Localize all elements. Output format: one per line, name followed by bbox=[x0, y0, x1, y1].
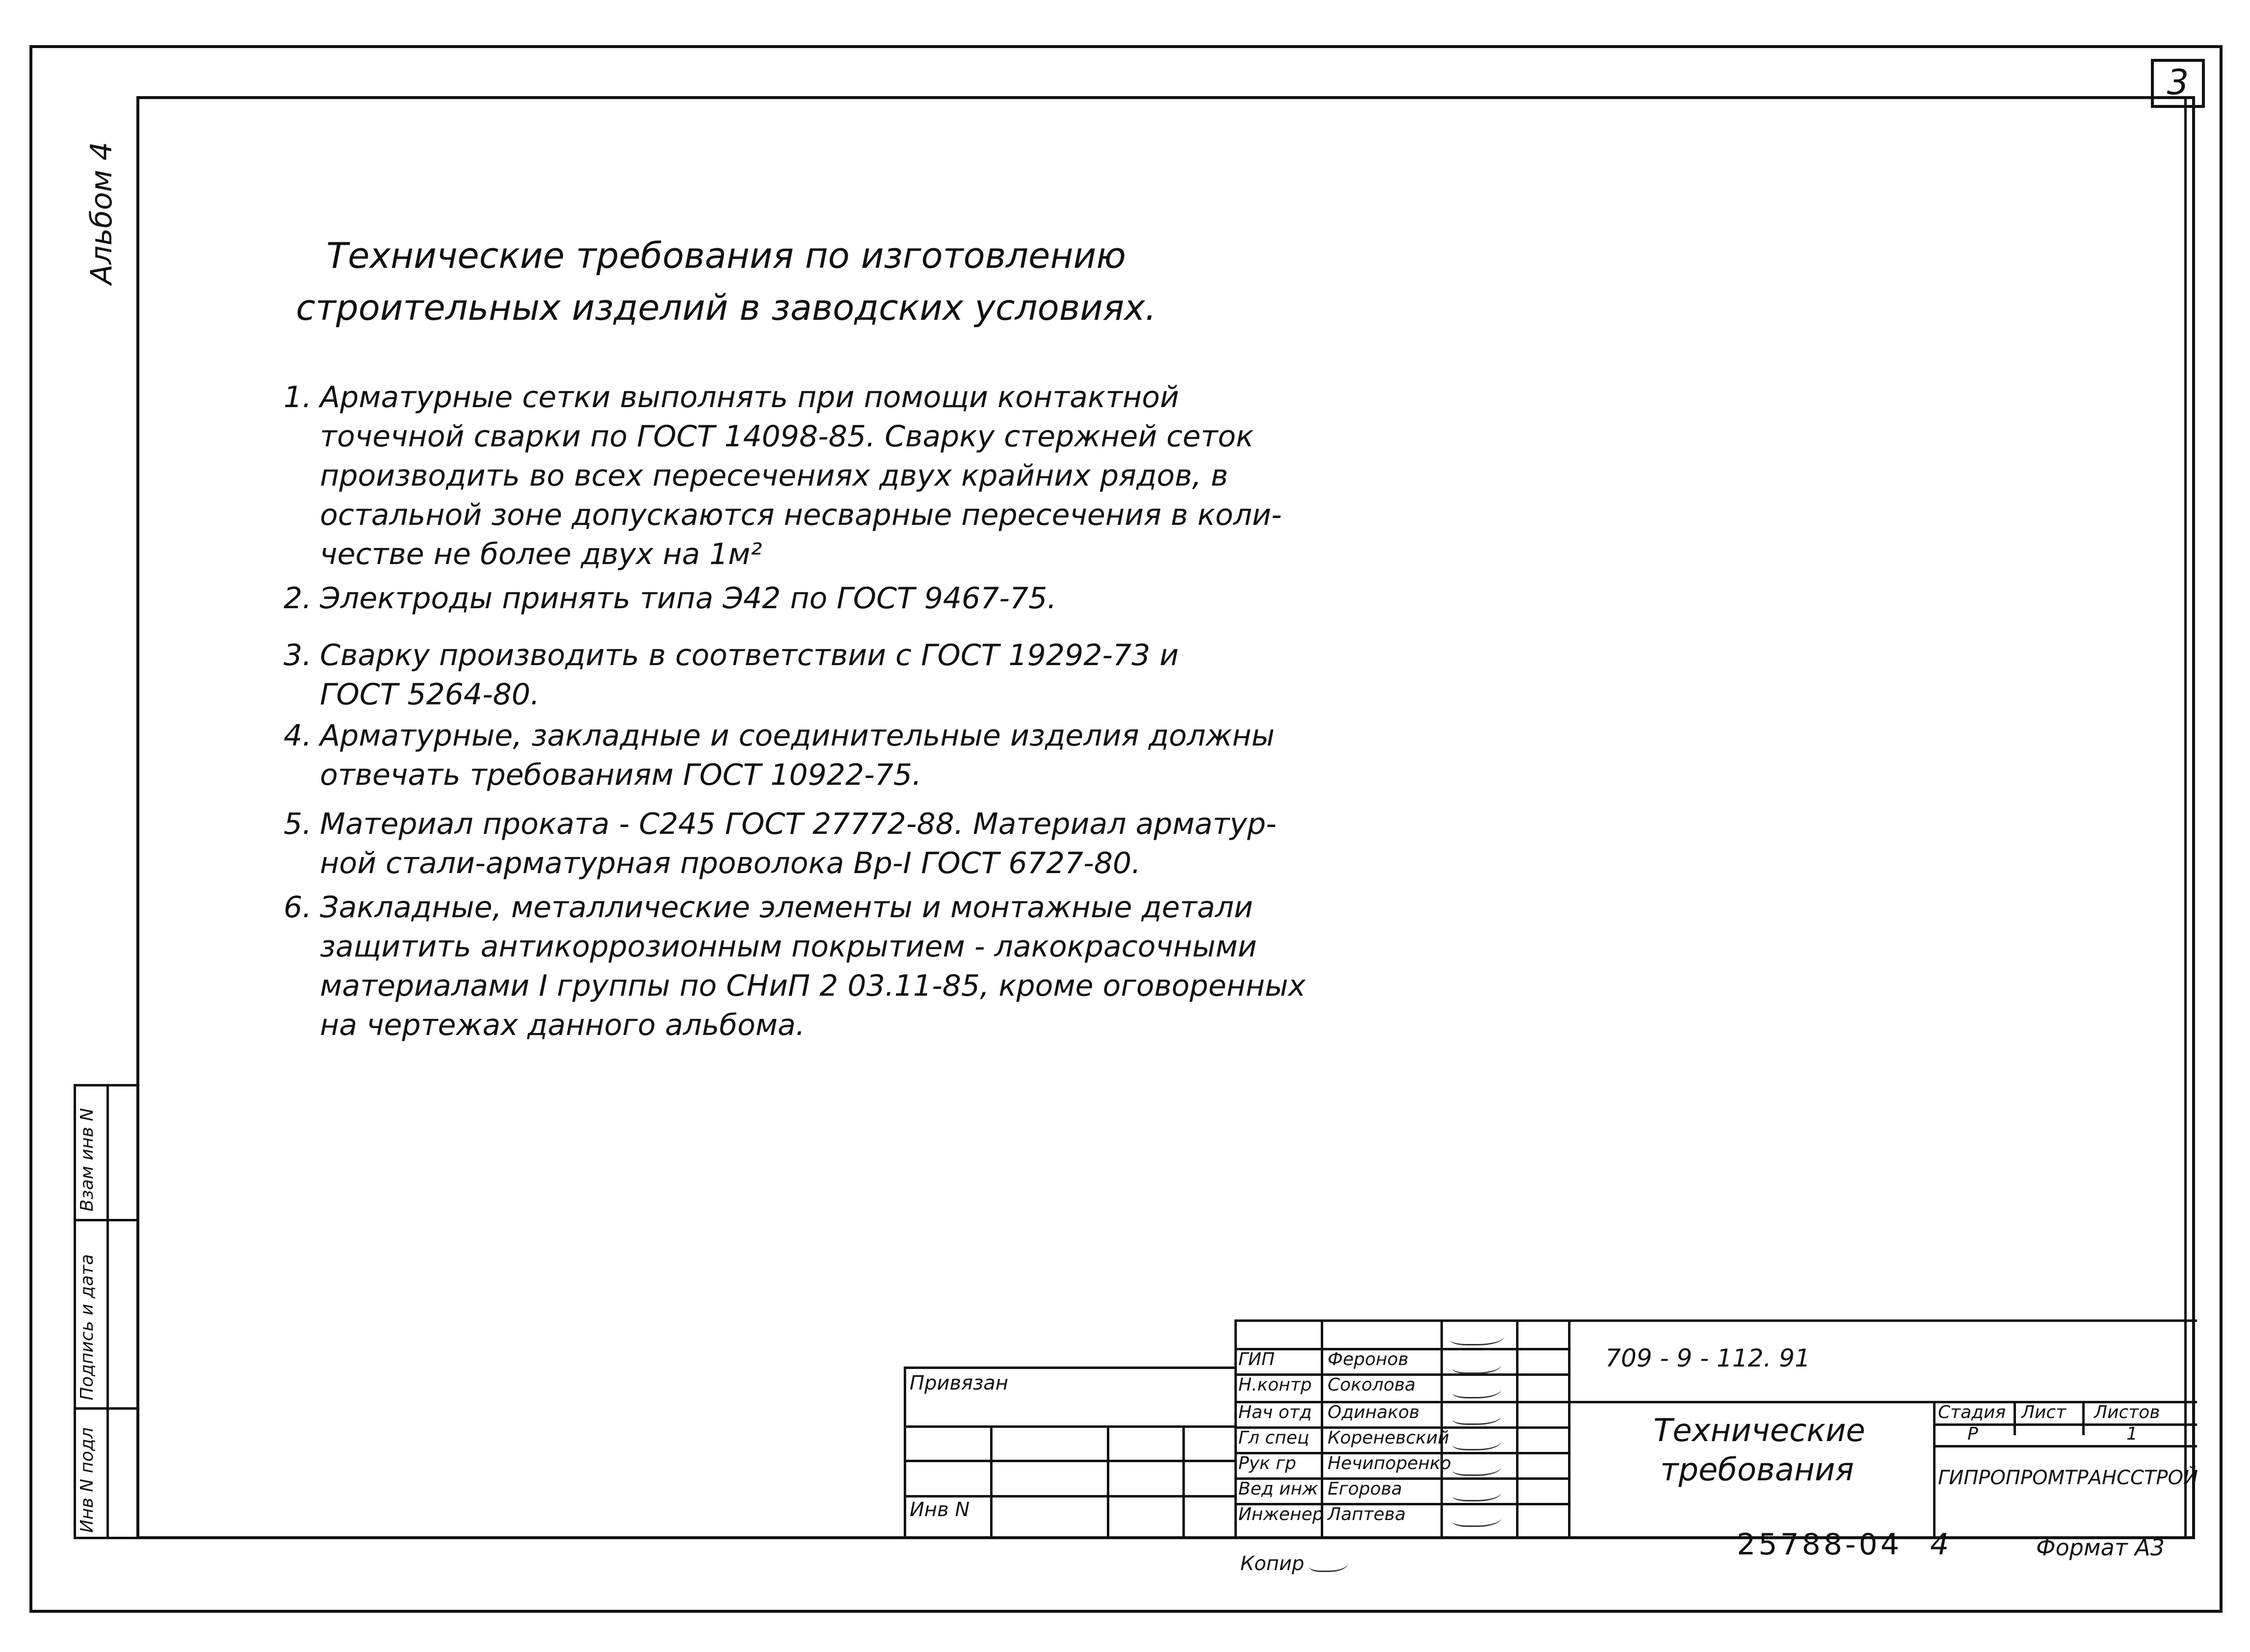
requirement-2 bbox=[284, 579, 1363, 618]
role-label: Инженер bbox=[1238, 1504, 1324, 1524]
requirement-number: 3. bbox=[284, 638, 312, 672]
listov-value: 1 bbox=[2126, 1424, 2138, 1444]
organization-name: ГИПРОПРОМТРАНССТРОЙ bbox=[1938, 1467, 2198, 1489]
requirement-number: 1. bbox=[284, 380, 312, 414]
listov-label: Листов bbox=[2094, 1402, 2160, 1422]
role-name: Феронов bbox=[1328, 1349, 1409, 1369]
archive-sheet: 4 bbox=[1930, 1527, 1949, 1562]
requirements-list bbox=[284, 378, 1412, 1064]
document-title-line1: Технические bbox=[1653, 1413, 1865, 1449]
signature-scribble bbox=[1452, 1509, 1501, 1527]
requirement-number: 5. bbox=[284, 807, 312, 841]
role-name: Лаптева bbox=[1328, 1504, 1406, 1524]
role-name: Егорова bbox=[1328, 1479, 1402, 1499]
album-label: Альбом 4 bbox=[84, 142, 119, 284]
signature-scribble bbox=[1452, 1458, 1501, 1476]
signature-scribble bbox=[1452, 1432, 1501, 1450]
page-title-line1: Технические требования по изготовлению bbox=[326, 235, 1126, 276]
requirement-text: Арматурные сетки выполнять при помощи контактной точечной сварки по ГОСТ 14098-85. Сварку стержней сеток производить во всех пересечениях двух крайних рядов, в остальной зоне допускаются несварные пересечения в коли- честве не более двух на 1м² bbox=[320, 380, 1282, 571]
requirement-1 bbox=[284, 378, 1363, 574]
vzam-inv-label: Взам инв N bbox=[77, 1108, 97, 1212]
role-label: ГИП bbox=[1238, 1349, 1275, 1369]
requirement-4 bbox=[284, 716, 1363, 795]
page-title-line2: строительных изделий в заводских условиях. bbox=[296, 287, 1156, 328]
requirement-3 bbox=[284, 636, 1363, 714]
requirement-text: Арматурные, закладные и соединительные изделия должны отвечать требованиям ГОСТ 10922-75. bbox=[320, 719, 1275, 792]
inv-n-label: Инв N bbox=[910, 1498, 970, 1521]
signature-scribble bbox=[1452, 1483, 1501, 1501]
stadia-value: Р bbox=[1967, 1424, 1978, 1444]
role-label: Рук гр bbox=[1238, 1453, 1296, 1473]
kopir-label: Копир bbox=[1240, 1552, 1305, 1575]
role-label: Нач отд bbox=[1238, 1402, 1312, 1422]
list-label: Лист bbox=[2021, 1402, 2067, 1422]
role-name: Нечипоренко bbox=[1328, 1453, 1451, 1473]
signature-scribble bbox=[1452, 1407, 1501, 1425]
requirement-text: Сварку производить в соответствии с ГОСТ 19292-73 и ГОСТ 5264-80. bbox=[320, 638, 1179, 712]
requirement-text: Материал проката - С245 ГОСТ 27772-88. Материал арматур- ной стали-арматурная проволока Вр-I ГОСТ 6727-80. bbox=[320, 807, 1277, 880]
role-name: Одинаков bbox=[1328, 1402, 1420, 1422]
stadia-label: Стадия bbox=[1938, 1402, 2006, 1422]
role-name: Соколова bbox=[1328, 1375, 1416, 1395]
requirement-number: 6. bbox=[284, 890, 312, 925]
role-label: Н.контр bbox=[1238, 1375, 1312, 1395]
signature-scribble bbox=[1452, 1356, 1501, 1374]
role-label: Вед инж bbox=[1238, 1479, 1318, 1499]
sheet-number: 3 bbox=[2167, 62, 2189, 103]
document-designation: 709 - 9 - 112. 91 bbox=[1605, 1344, 1810, 1372]
requirement-number: 2. bbox=[284, 581, 312, 616]
role-name: Кореневский bbox=[1328, 1428, 1449, 1448]
frame-right-rule bbox=[2184, 96, 2187, 1539]
requirement-text: Закладные, металлические элементы и монтажные детали защитить антикоррозионным покрытием - лакокрасочными материалами I группы по СНиП 2 03.11-85, кроме оговоренных на чертежах данного альбома. bbox=[320, 890, 1306, 1042]
requirement-number: 4. bbox=[284, 719, 312, 753]
signature-scribble bbox=[1452, 1380, 1501, 1398]
role-label: Гл спец bbox=[1238, 1428, 1309, 1448]
signature-scribble bbox=[1450, 1327, 1504, 1345]
requirement-6 bbox=[284, 888, 1363, 1045]
document-title-line2: требования bbox=[1660, 1452, 1854, 1488]
inv-podl-label: Инв N подл bbox=[77, 1427, 97, 1533]
format-label: Формат А3 bbox=[2036, 1534, 2165, 1561]
requirement-5 bbox=[284, 804, 1363, 883]
copier-signature bbox=[1309, 1554, 1348, 1572]
requirement-text: Электроды принять типа Э42 по ГОСТ 9467-75. bbox=[320, 581, 1057, 616]
privyazan-label: Привязан bbox=[910, 1372, 1009, 1394]
podpis-data-label: Подпись и дата bbox=[77, 1254, 97, 1400]
archive-number: 25788-04 bbox=[1737, 1527, 1902, 1562]
